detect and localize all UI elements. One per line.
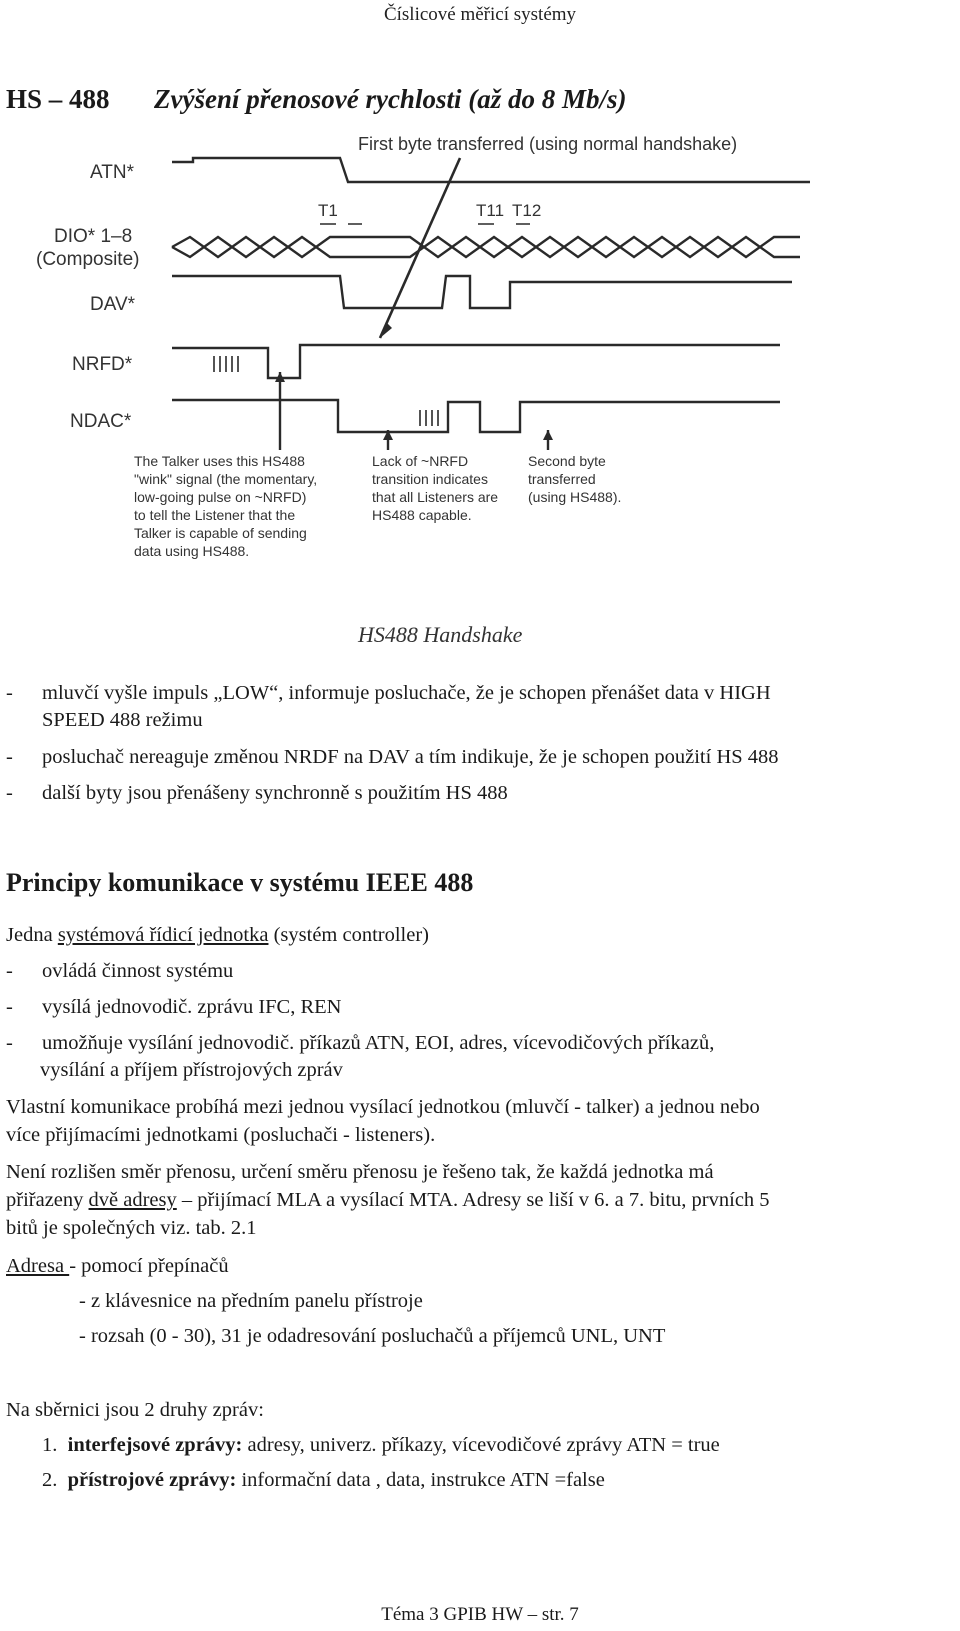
note-talker-line: to tell the Listener that the — [134, 507, 296, 523]
hs488-timing-diagram — [0, 120, 960, 675]
note-talker-line: data using HS488. — [134, 543, 250, 559]
signal-label-dav: DAV* — [90, 294, 136, 315]
note-second-line: Second byte — [528, 453, 606, 469]
paragraph-line: Není rozlišen směr přenosu, určení směru přenosu je řešeno tak, že každá jednotka má — [6, 1161, 714, 1183]
dio-lower — [172, 247, 800, 257]
principles-heading: Principy komunikace v systému IEEE 488 — [6, 868, 474, 897]
note-talker-line: Talker is capable of sending — [134, 525, 307, 541]
paragraph-line: přiřazeny dvě adresy – přijímací MLA a vysílací MTA. Adresy se liší v 6. a 7. bitu, prvních 5 — [6, 1189, 770, 1211]
paragraph-line: Vlastní komunikace probíhá mezi jednou vysílací jednotkou (mluvčí - talker) a jednou nebo — [6, 1096, 760, 1118]
page-header-title: Číslicové měřicí systémy — [383, 4, 577, 25]
diagram-caption: HS488 Handshake — [358, 622, 523, 647]
bullet-continuation: SPEED 488 režimu — [42, 709, 203, 731]
bullet-continuation: vysílání a příjem přístrojových zpráv — [40, 1059, 343, 1081]
signal-label-dio: DIO* 1–8 — [54, 226, 133, 247]
page-footer: Téma 3 GPIB HW – str. 7 — [381, 1604, 579, 1625]
note-talker-line: low-going pulse on ~NRFD) — [134, 489, 307, 505]
note-second-line: transferred — [528, 471, 596, 487]
signal-label-dio-composite: (Composite) — [36, 249, 140, 270]
ndac-waveform — [172, 400, 780, 432]
note-lack-line: HS488 capable. — [372, 507, 472, 523]
messages-intro: Na sběrnici jsou 2 druhy zpráv: — [6, 1399, 264, 1421]
address-sub-line: - rozsah (0 - 30), 31 je odadresování posluchačů a příjemců UNL, UNT — [79, 1325, 666, 1347]
paragraph-line: bitů je společných viz. tab. 2.1 — [6, 1217, 257, 1239]
note-lack-line: transition indicates — [372, 471, 488, 487]
message-type-item: 1. interfejsové zprávy: adresy, univerz. příkazy, vícevodičové zprávy ATN = true — [42, 1434, 720, 1456]
timing-label-t1: T1 — [318, 201, 338, 220]
paragraph-line: více přijímacími jednotkami (posluchači - listeners). — [6, 1124, 436, 1146]
signal-label-ndac: NDAC* — [70, 411, 132, 432]
address-line: Adresa - pomocí přepínačů — [6, 1255, 229, 1277]
nrfd-waveform — [172, 345, 780, 378]
note-second-line: (using HS488). — [528, 489, 622, 505]
atn-waveform — [172, 158, 810, 182]
address-sub-line: - z klávesnice na předním panelu přístroje — [79, 1290, 423, 1312]
diagram-top-label: First byte transferred (using normal handshake) — [358, 134, 738, 154]
note-talker-line: "wink" signal (the momentary, — [134, 471, 318, 487]
note-lack-line: that all Listeners are — [372, 489, 499, 505]
message-type-item: 2. přístrojové zprávy: informační data , data, instrukce ATN =false — [42, 1469, 605, 1491]
section-heading — [6, 84, 626, 115]
note-talker-line: The Talker uses this HS488 — [134, 453, 305, 469]
dio-upper — [172, 237, 800, 247]
timing-label-t11: T11 — [476, 201, 505, 220]
note-lack-line: Lack of ~NRFD — [372, 453, 469, 469]
section-code: HS – 488 — [6, 84, 110, 114]
controller-intro: Jedna systémová řídicí jednotka (systém controller) — [6, 924, 430, 946]
timing-label-t12: T12 — [512, 201, 542, 220]
signal-label-nrfd: NRFD* — [72, 354, 133, 375]
dav-waveform — [172, 276, 792, 308]
section-subtitle: Zvýšení přenosové rychlosti (až do 8 Mb/s) — [154, 84, 627, 114]
signal-label-atn: ATN* — [90, 162, 134, 183]
